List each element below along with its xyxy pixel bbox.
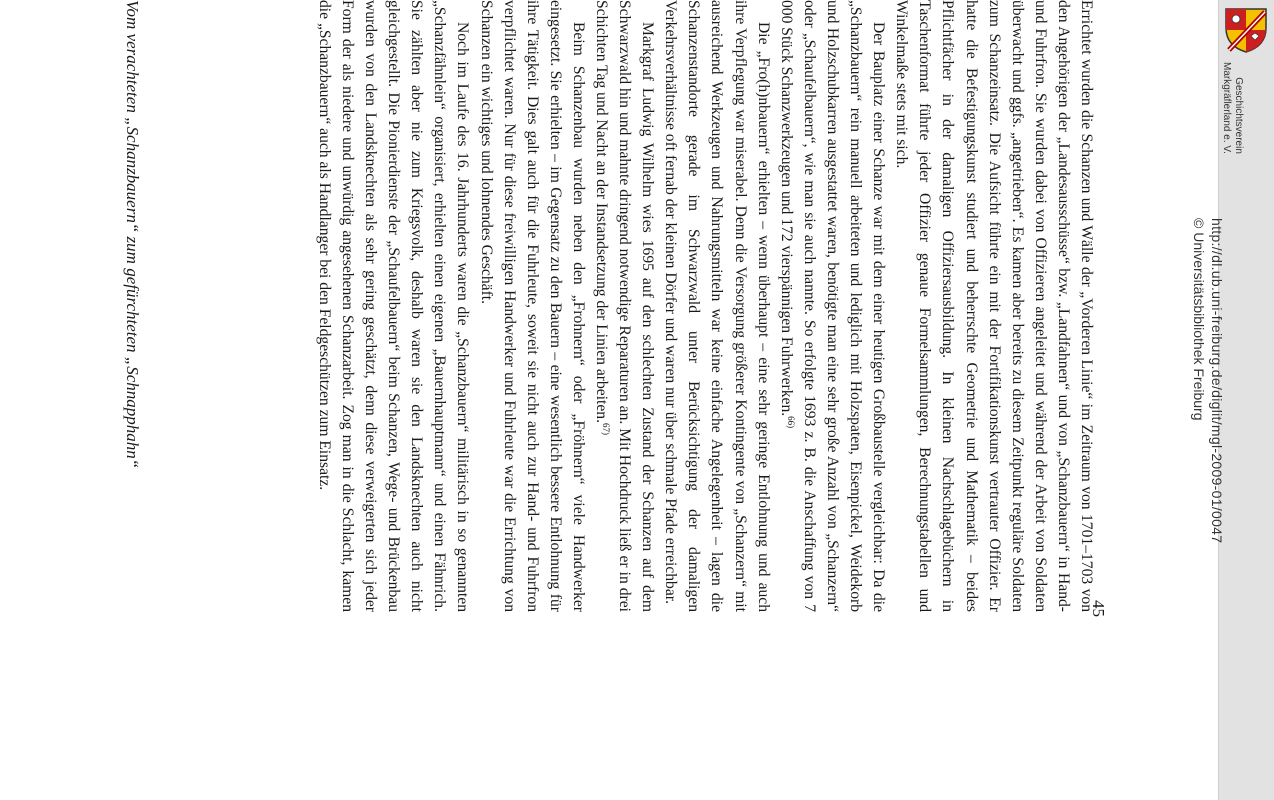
- society-line-2: Markgräflerland e. V.: [1221, 62, 1232, 154]
- footnote-ref: 66): [785, 416, 796, 429]
- paragraph-text: Beim Schanzenbau wurden neben den „Frohnern“ oder „Fröhnern“ viele Handwerker eingesetzt. Sie erhielten – im Gegensatz zu den Bauern – eine wesentlich bessere Entlohnung für ihre Tätigkeit. Dies galt auch für die Fuhrleute, soweit sie nicht auch zur Hand- und Fuhrfron verpflichtet waren. Nur für diese freiwilligen Handwerker und Fuhrleute war die Errichtung von Schanzen ein wichtiges und lohnendes Geschäft.: [477, 0, 587, 612]
- source-info: [1190, 218, 1226, 543]
- paragraph-text: Noch im Laufe des 16. Jahrhunderts waren die „Schanzbauern“ militärisch in so genannten „Schanzfähnlein“ organisiert, erhielten einen eigenen „Bauernhauptmann“ und einen Fähnrich. Sie zählten aber nie zum Kriegsvolk, deshalb waren sie den Landsknechten auch nicht gleichgestellt. Die Pionierdienste der „Schaufelbauern“ beim Schanzen, Wege- und Brückenbau wurden von den Landsknechten als sehr gering geschätzt, denn diese verweigerten sich jeder Form der als niedere und unwürdig angesehenen Schanzarbeit. Zog man in die Schlacht, kamen die „Schanzbauern“ auch als Handlanger bei den Feldgeschützen zum Einsatz.: [315, 0, 472, 612]
- footnote-ref: 67): [601, 422, 612, 435]
- paragraph: [775, 0, 890, 612]
- body-text: [313, 0, 1098, 612]
- paragraph-text: Die „Fro(h)nbauern“ erhielten – wenn überhaupt – eine sehr geringe Entlohnung und auch ihre Verpflegung war miserabel. Denn die Versorgung größerer Kontingente von „Schanzern“ mit ausreichend Werkzeugen und Nahrungsmitteln war keine einfache Angelegenheit – lagen die Schanzenstandorte gerade im Schwarzwald unter Berücksichtigung der damaligen Verkehrsverhältnisse oft fernab der kleinen Dörfer und waren nur über schmale Pfade erreichbar.: [662, 0, 772, 612]
- paragraph: [313, 0, 475, 612]
- paragraph: [474, 0, 589, 612]
- paragraph: [590, 0, 659, 612]
- rotated-page-content: [90, 0, 1110, 760]
- paragraph: [659, 0, 774, 612]
- society-name: [1220, 62, 1244, 154]
- paragraph-text: Der Bauplatz einer Schanze war mit dem einer heutigen Großbaustelle vergleichbar: Da die „Schanzbauern“ rein manuell arbeiteten und lediglich mit Holzspaten, Eisenpickel, Weidekorb und Holzschubkarren ausgestattet waren, benötigte man eine sehr große Anzahl von „Schanzern“ oder „Schaufelbauern“, wie man sie auch nannte. So erfolgte 1693 z. B. die Anschaffung von 7 000 Stück Schanzwerkzeugen und 172 vierspännigen Fuhrwerken.: [777, 0, 888, 612]
- running-head: Vom verachteten „Schanzbauern“ zum gefürchteten „Schnapphahn“: [123, 0, 142, 469]
- paragraph-text: Markgraf Ludwig Wilhelm wies 1695 auf den schlechten Zustand der Schanzen auf dem Schwarzwald hin und mahnte dringend notwendige Reparaturen an. Mit Hochdruck ließ er in drei Schichten Tag und Nacht an der Instandsetzung der Linien arbeiten.: [593, 0, 657, 612]
- coat-of-arms-icon: [1223, 6, 1269, 54]
- page-number: 45: [1089, 600, 1108, 617]
- paragraph-text: Errichtet wurden die Schanzen und Wälle der „Vorderen Linie“ im Zeitraum von 1701–1703 von den Angehörigen der „Landesausschüsse“ bzw. „Landfahnen“ und von „Schanzbauern“ in Hand- und Fuhrfron. Sie wurden dabei von Offizieren angeleitet und während der Arbeit von Soldaten überwacht und ggfs. „angetrieben“. Es kamen aber bereits zu diesem Zeitpunkt reguläre Soldaten zum Schanzeinsatz. Die Aufsicht führte ein mit der Fortifikationskunst vertrauter Offizier. Er hatte die Befestigungskunst studiert und beherrschte Geometrie und Mathematik – beides Pflichtfächer in der damaligen Offiziersausbildung. In kleinen Nachschlagebüchern in Taschenformat führte jeder Offizier genaue Formelsammlungen, Berechnungstabellen und Winkelmaße stets mit sich.: [893, 0, 1095, 612]
- source-url-link[interactable]: http://dl.ub.uni-freiburg.de/diglit/mgl-2009-01/0047: [1209, 218, 1225, 544]
- paragraph: [890, 0, 1098, 612]
- copyright-notice: © Universitätsbibliothek Freiburg: [1191, 218, 1207, 421]
- society-line-1: Geschichtsverein: [1233, 77, 1244, 154]
